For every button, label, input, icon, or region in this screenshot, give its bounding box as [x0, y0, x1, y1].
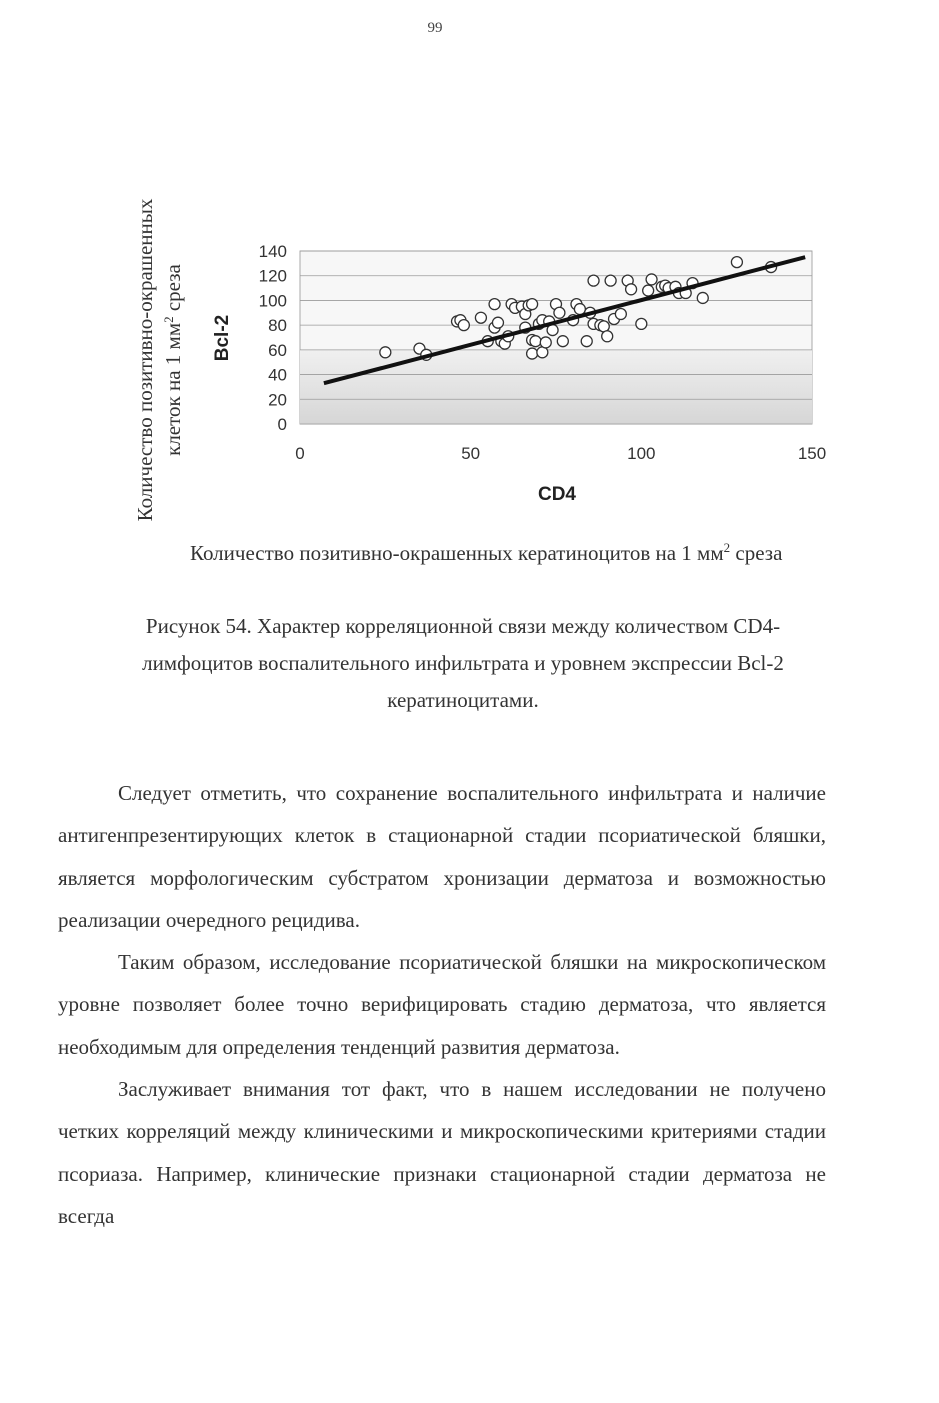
paragraph: Таким образом, исследование псориатической бляшки на микроскопическом уровне позволяет более точно верифицировать стадию дерматоза, что является необходимым для определения тенденций развития дерматоза. [58, 950, 826, 1059]
outer-y-label-line1: Количество позитивно-окрашенных [133, 198, 157, 522]
data-point [475, 312, 486, 323]
x-tick-label: 50 [461, 444, 481, 463]
x-tick-label: 0 [295, 444, 305, 463]
data-point [489, 299, 500, 310]
scatter-chart [0, 0, 939, 600]
data-point [554, 307, 565, 318]
x-tick-labels [295, 444, 826, 463]
data-point [626, 284, 637, 295]
figure-caption [58, 608, 868, 719]
y-tick-label: 140 [258, 242, 287, 261]
y-axis-label: Bcl-2 [212, 314, 233, 362]
data-point [588, 275, 599, 286]
data-point [380, 347, 391, 358]
x-tick-label: 150 [797, 444, 827, 463]
outer-x-label: Количество позитивно-окрашенных кератиноцитов на 1 $мм^2$ среза [190, 540, 783, 565]
data-point [458, 320, 469, 331]
data-point [697, 292, 708, 303]
figure [0, 0, 939, 600]
data-point [602, 331, 613, 342]
y-tick-label: 120 [258, 266, 287, 286]
data-point [540, 337, 551, 348]
paragraph: Следует отметить, что сохранение воспалительного инфильтрата и наличие антигенпрезентирующих клеток в стационарной стадии псориатической бляшки, является морфологическим субстратом хронизации дерматоза и возможностью реализации очередного рецидива. [58, 781, 826, 932]
data-point [492, 317, 503, 328]
data-point [615, 309, 626, 320]
y-tick-label: 20 [268, 390, 287, 410]
data-point [557, 336, 568, 347]
data-point [574, 304, 585, 315]
caption-line: Рисунок 54. Характер корреляционной связи между количеством CD4- [145, 614, 781, 638]
data-point [643, 285, 654, 296]
page-number: 99 [427, 20, 443, 36]
paragraph: Заслуживает внимания тот факт, что в нашем исследовании не получено четких корреляций между клиническими и микроскопическими критериями стадии псориаза. Например, клинические признаки стационарной стадии дерматоза не всегда [58, 1077, 826, 1228]
x-axis-label: CD4 [537, 484, 577, 505]
y-tick-label: 80 [268, 316, 287, 336]
caption-line: лимфоцитов воспалительного инфильтрата и уровнем экспрессии Bcl-2 [142, 651, 784, 675]
y-tick-label: 100 [258, 291, 287, 311]
data-point [605, 275, 616, 286]
data-point [527, 299, 538, 310]
data-point [527, 348, 538, 359]
y-tick-label: 0 [277, 415, 287, 434]
body-text [58, 772, 826, 1237]
y-tick-label: 40 [268, 365, 287, 385]
data-point [581, 336, 592, 347]
plot-shade [300, 350, 812, 424]
data-point [646, 274, 657, 285]
x-tick-label: 100 [627, 444, 656, 463]
data-point [731, 257, 742, 268]
data-point [530, 336, 541, 347]
outer-y-label-line2: клеток на 1 $мм^2$ среза [160, 264, 185, 456]
data-point [636, 318, 647, 329]
y-tick-label: 60 [268, 340, 287, 360]
y-tick-labels [259, 242, 287, 434]
caption-line: кератиноцитами. [387, 688, 539, 712]
